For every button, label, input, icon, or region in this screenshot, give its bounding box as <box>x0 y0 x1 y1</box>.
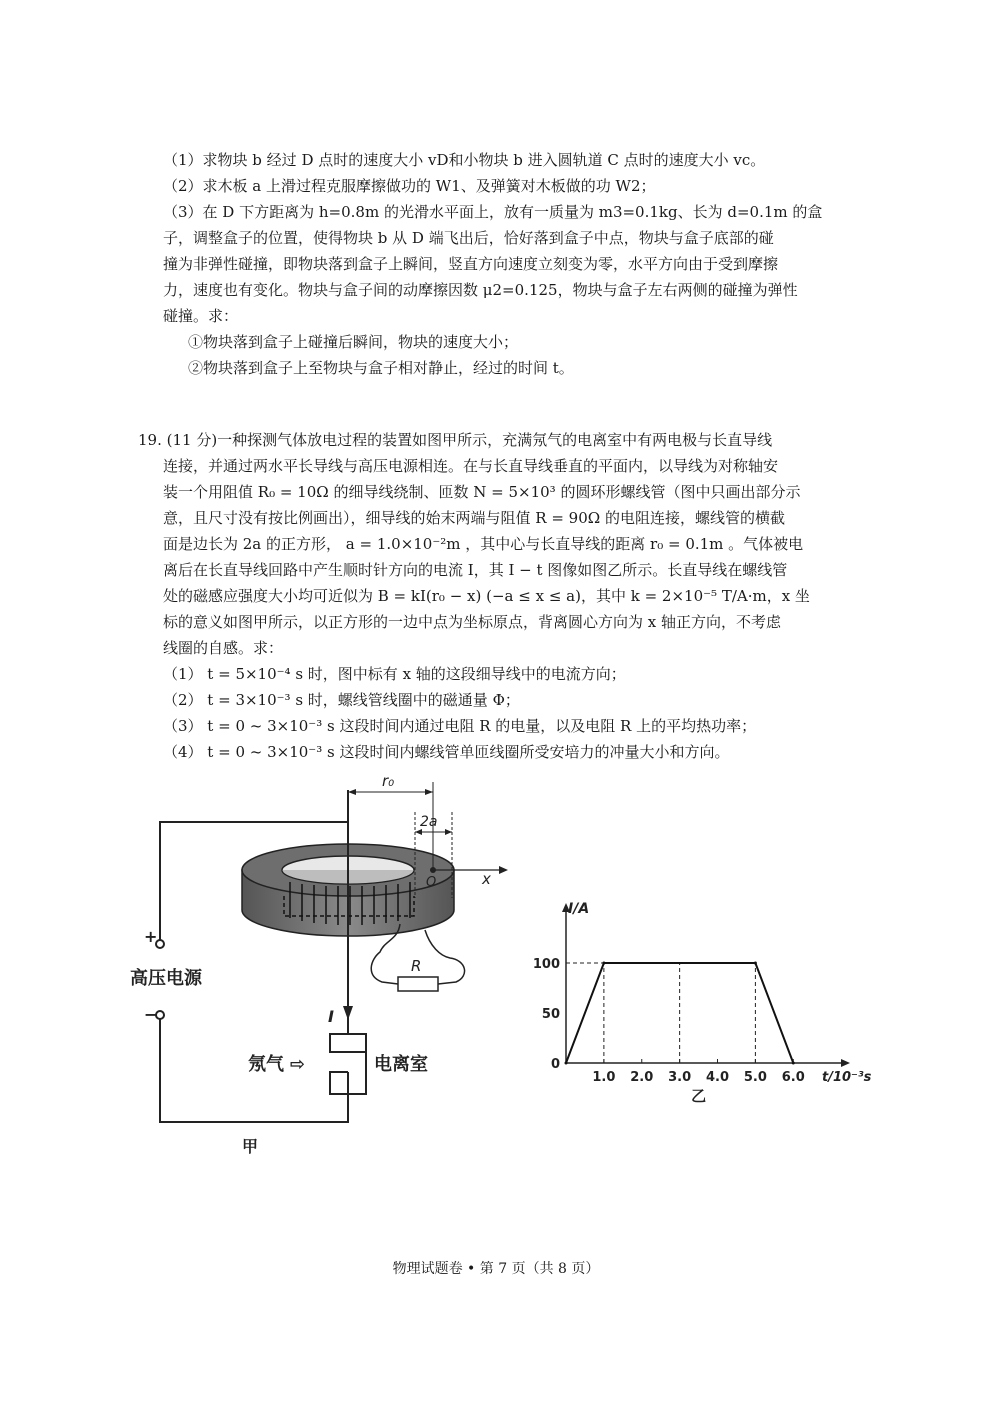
q19-question3: （3） t = 0 ~ 3×10⁻³ s 这段时间内通过电阻 R 的电量，以及电阻 R 上的平均热功率； <box>163 717 757 735</box>
y-tick-label: 50 <box>541 1007 560 1022</box>
q18-part3-line4: 力，速度也有变化。物块与盒子间的动摩擦因数 μ2=0.125，物块与盒子左右两侧的碰撞为弹性 <box>163 281 798 299</box>
x-axis-arrow <box>841 1059 850 1067</box>
q18-part3-line1: （3）在 D 下方距离为 h=0.8m 的光滑水平面上，放有一质量为 m3=0.1kg、长为 d=0.1m 的盒 <box>163 203 823 221</box>
q19-line7: 处的磁感应强度大小均可近似为 B = kI(r₀ − x) (−a ≤ x ≤ a)，其中 k = 2×10⁻⁵ T/A·m，x 坐 <box>163 587 810 605</box>
current-I-label: I <box>328 1007 334 1026</box>
current-arrow <box>343 1006 353 1020</box>
q19-line9: 线圈的自感。求： <box>163 639 284 657</box>
q19-line8: 标的意义如图甲所示，以正方形的一边中点为坐标原点，背离圆心方向为 x 轴正方向，不考虑 <box>163 613 781 631</box>
y-tick-label: 100 <box>532 957 560 972</box>
x-tick-label: 4.0 <box>705 1070 730 1085</box>
x-tick-label: 3.0 <box>668 1070 692 1085</box>
power-source-label: 高压电源 <box>130 968 202 989</box>
data-point <box>602 962 605 965</box>
q19-line5: 面是边长为 2a 的正方形， a = 1.0×10⁻²m ，其中心与长直导线的距离 r₀ = 0.1m 。气体被电 <box>163 535 804 553</box>
data-point <box>565 1062 568 1065</box>
data-point <box>792 1062 795 1065</box>
x-tick-label: 1.0 <box>592 1070 616 1085</box>
q18-part3-line5: 碰撞。求： <box>163 307 239 325</box>
q18-part3-line2: 子，调整盒子的位置，使得物块 b 从 D 端飞出后，恰好落到盒子中点，物块与盒子底部的碰 <box>163 229 774 247</box>
chamber-electrode-top <box>330 1028 348 1052</box>
x-tick-label: 5.0 <box>743 1070 767 1085</box>
neon-label: 氖气 <box>248 1054 284 1075</box>
q19-line4: 意，且尺寸没有按比例画出），细导线的始末两端与阻值 R = 90Ω 的电阻连接，螺线管的横截 <box>163 509 785 527</box>
r0-label: r₀ <box>382 772 395 790</box>
minus-label: − <box>144 1005 158 1024</box>
page-footer: 物理试题卷 • 第 7 页（共 8 页） <box>392 1261 600 1277</box>
y-tick-label: 0 <box>550 1057 560 1072</box>
data-point <box>754 962 757 965</box>
q19-question2: （2） t = 3×10⁻³ s 时，螺线管线圈中的磁通量 Φ； <box>163 691 520 709</box>
q18-part2: （2）求木板 a 上滑过程克服摩擦做功的 W1、及弹簧对木板做的功 W2； <box>163 177 656 195</box>
neon-arrow: ⇨ <box>290 1054 306 1075</box>
resistor-label: R <box>411 957 422 975</box>
q19-line2: 连接，并通过两水平长导线与高压电源相连。在与长直导线垂直的平面内，以导线为对称轴安 <box>163 457 779 475</box>
q18-part3-line3: 撞为非弹性碰撞，即物块落到盒子上瞬间，竖直方向速度立刻变为零，水平方向由于受到摩擦 <box>163 255 779 273</box>
q18-sub2: ②物块落到盒子上至物块与盒子相对静止，经过的时间 t。 <box>188 359 574 377</box>
figure-yi-chart <box>532 895 880 1105</box>
x-axis-label: x <box>482 870 491 888</box>
resistor-R <box>398 977 438 991</box>
origin-label: O <box>426 875 437 890</box>
caption-jia: 甲 <box>242 1137 259 1156</box>
chamber-label: 电离室 <box>374 1054 428 1075</box>
two-a-label: 2a <box>420 814 438 830</box>
q19-line6: 离后在长直导线回路中产生顺时针方向的电流 I，其 I − t 图像如图乙所示。长直导线在螺线管 <box>163 561 788 579</box>
plus-label: + <box>144 927 158 946</box>
y-axis-label: I/A <box>568 901 590 917</box>
figure-jia <box>130 770 530 1160</box>
caption-yi: 乙 <box>691 1087 707 1105</box>
x-axis-label: t/10⁻³s <box>822 1070 872 1085</box>
x-tick-label: 2.0 <box>630 1070 654 1085</box>
q19-question4: （4） t = 0 ~ 3×10⁻³ s 这段时间内螺线管单匝线圈所受安培力的冲量大小和方向。 <box>163 743 730 761</box>
q19-line3: 装一个用阻值 R₀ = 10Ω 的细导线绕制、匝数 N = 5×10³ 的圆环形螺线管（图中只画出部分示 <box>163 483 801 501</box>
x-tick-label: 6.0 <box>781 1070 805 1085</box>
q18-part1: （1）求物块 b 经过 D 点时的速度大小 vD和小物块 b 进入圆轨道 C 点时的速度大小 vc。 <box>163 151 766 169</box>
q18-sub1: ①物块落到盒子上碰撞后瞬间，物块的速度大小； <box>188 333 519 351</box>
q19-line1: 19. (11 分)一种探测气体放电过程的装置如图甲所示，充满氖气的电离室中有两电极与长直导线 <box>138 431 773 449</box>
q19-question1: （1） t = 5×10⁻⁴ s 时，图中标有 x 轴的这段细导线中的电流方向； <box>163 665 626 683</box>
